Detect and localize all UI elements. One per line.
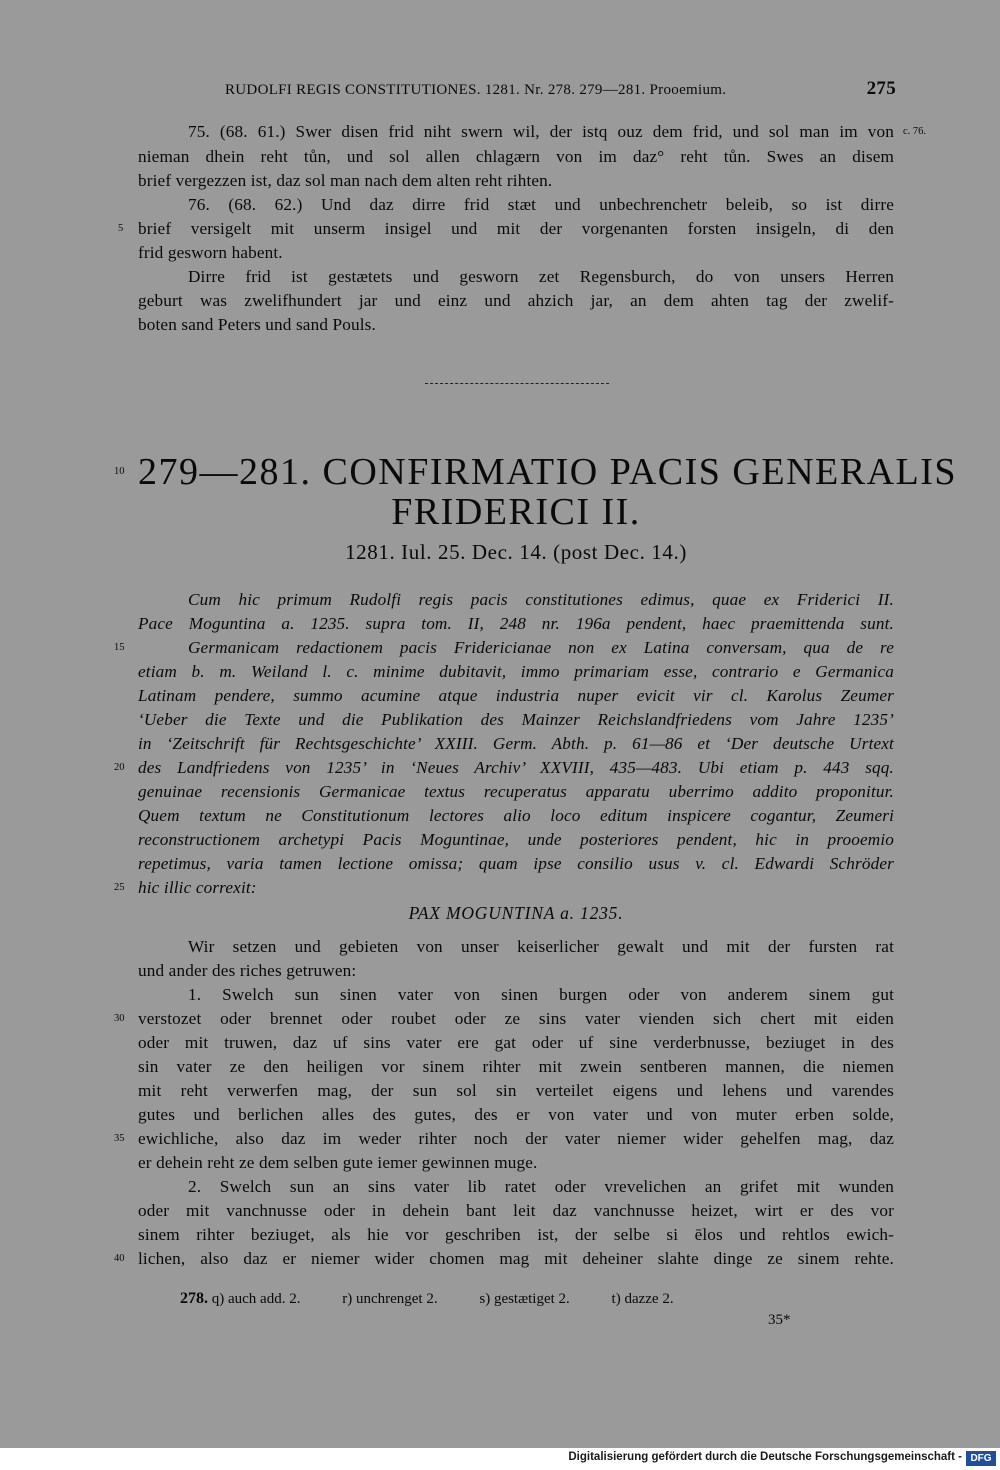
footer-credit: Digitalisierung gefördert durch die Deutsche Forschungsgemeinschaft - xyxy=(568,1451,962,1463)
footnote-q: q) auch add. 2. xyxy=(211,1291,301,1307)
margin-line-number: 30 xyxy=(114,1013,125,1024)
intro-line: reconstructionem archetypi Pacis Moguntinae, unde posteriores pendent, hic in prooemio xyxy=(138,830,894,849)
margin-line-number: 35 xyxy=(114,1133,125,1144)
text-line: 75. (68. 61.) Swer disen frid niht swern wil, der istq ouz dem frid, und sol man im von xyxy=(188,122,894,141)
margin-line-number: 40 xyxy=(114,1253,125,1264)
text-line: nieman dhein reht tůn, und sol allen chlagærn von im daz° reht tůn. Swes an disem xyxy=(138,147,894,166)
section-dates: 1281. Iul. 25. Dec. 14. (post Dec. 14.) xyxy=(345,540,687,564)
text-line: boten sand Peters und sand Pouls. xyxy=(138,315,376,334)
body-line: gutes und berlichen alles des gutes, des er von vater und von muter erben solde, xyxy=(138,1105,894,1124)
body-line: verstozet oder brennet oder roubet oder ze sins vater vienden sich chert mit eiden xyxy=(138,1009,894,1028)
body-line: oder mit vanchnusse oder in dehein bant leit daz vanchnusse heizet, wirt er des vor xyxy=(138,1201,894,1220)
margin-reference: c. 76. xyxy=(903,126,927,137)
intro-line: Cum hic primum Rudolfi regis pacis constitutiones edimus, quae ex Friderici II. xyxy=(188,590,894,609)
body-line: 1. Swelch sun sinen vater von sinen burgen oder von anderem sinem gut xyxy=(188,985,894,1004)
body-line: mit reht verwerfen mag, der sun sol sin verteilet eigens und lehens und varendes xyxy=(138,1081,894,1100)
margin-line-number: 25 xyxy=(114,882,125,893)
dfg-logo[interactable]: DFG xyxy=(966,1451,996,1466)
body-line: lichen, also daz er niemer wider chomen mag mit deheiner slahte dinge ze sinem rehte. xyxy=(138,1249,894,1268)
intro-line: repetimus, varia tamen lectione omissa; quam ipse consilio usus v. cl. Edwardi Schröder xyxy=(138,854,894,873)
intro-line: ‘Ueber die Texte und die Publikation des Mainzer Reichslandfriedens vom Jahre 1235’ xyxy=(138,710,894,729)
text-line: Dirre frid ist gestætets und gesworn zet Regensburch, do von unsers Herren xyxy=(188,267,894,286)
intro-line: etiam b. m. Weiland l. c. minime dubitavit, immo primariam esse, contrario e Germanica xyxy=(138,662,894,681)
footnote-t: t) dazze 2. xyxy=(611,1291,674,1307)
intro-line: Latinam pendere, summo acumine atque industria nuper evicit vir cl. Karolus Zeumer xyxy=(138,686,894,705)
body-line: sinem rihter beziuget, als hie vor geschriben ist, der selbe si ēlos und rehtlos ewich- xyxy=(138,1225,894,1244)
section-heading-line2: FRIDERICI II. xyxy=(391,491,641,533)
margin-line-number: 5 xyxy=(118,223,124,234)
body-line: er dehein reht ze dem selben gute iemer gewinnen muge. xyxy=(138,1153,538,1172)
intro-line: Quem textum ne Constitutionum lectores alio loco editum inspicere cogantur, Zeumeri xyxy=(138,806,894,825)
body-line: sin vater ze den heiligen vor sinem rihter mit zwein sentberen mannen, die niemen xyxy=(138,1057,894,1076)
footer-bar xyxy=(0,1448,1000,1470)
body-line: und ander des riches getruwen: xyxy=(138,961,357,980)
margin-line-number: 10 xyxy=(114,466,125,477)
body-line: Wir setzen und gebieten von unser keiserlicher gewalt und mit der fursten rat xyxy=(188,937,894,956)
text-line: brief versigelt mit unserm insigel und mit der vorgenanten forsten insigeln, di den xyxy=(138,219,894,238)
footnotes xyxy=(180,1290,780,1308)
footnote-s: s) gestætiget 2. xyxy=(479,1291,570,1307)
running-head xyxy=(225,78,896,100)
intro-line: des Landfriedens von 1235’ in ‘Neues Archiv’ XXVIII, 435—483. Ubi etiam p. 443 sqq. xyxy=(138,758,894,777)
running-head-title: RUDOLFI REGIS CONSTITUTIONES. 1281. Nr. 278. 279—281. Prooemium. xyxy=(225,82,727,98)
margin-line-number: 15 xyxy=(114,642,125,653)
section-divider xyxy=(425,383,609,384)
intro-line: Pace Moguntina a. 1235. supra tom. II, 248 nr. 196a pendent, haec praemittenda sunt. xyxy=(138,614,894,633)
subheading: PAX MOGUNTINA a. 1235. xyxy=(408,903,624,923)
page-number: 275 xyxy=(866,78,896,99)
footnote-ref: 278. xyxy=(180,1290,208,1307)
text-line: frid gesworn habent. xyxy=(138,243,283,262)
body-line: 2. Swelch sun an sins vater lib ratet oder vrevelichen an grifet mit wunden xyxy=(188,1177,894,1196)
intro-line: genuinae recensionis Germanicae textus recuperatus apparatu uberrimo addito proponitur. xyxy=(138,782,894,801)
text-line: 76. (68. 62.) Und daz dirre frid stæt und unbechrenchetr beleib, so ist dirre xyxy=(188,195,894,214)
intro-line: in ‘Zeitschrift für Rechtsgeschichte’ XXIII. Germ. Abth. p. 61—86 et ‘Der deutsche Urtext xyxy=(138,734,894,753)
intro-line: hic illic correxit: xyxy=(138,878,257,897)
section-heading: 279—281. CONFIRMATIO PACIS GENERALIS xyxy=(138,451,958,493)
signature-mark: 35* xyxy=(768,1312,791,1328)
margin-line-number: 20 xyxy=(114,762,125,773)
body-line: ewichliche, also daz im weder rihter noch der vater niemer wider gehelfen mag, daz xyxy=(138,1129,894,1148)
footnote-r: r) unchrenget 2. xyxy=(342,1291,438,1307)
body-line: oder mit truwen, daz uf sins vater ere gat oder uf sine verderbnusse, beziuget in des xyxy=(138,1033,894,1052)
text-line: brief vergezzen ist, daz sol man nach dem alten reht rihten. xyxy=(138,171,553,190)
intro-line: Germanicam redactionem pacis Fridericianae non ex Latina conversam, qua de re xyxy=(188,638,894,657)
text-line: geburt was zwelifhundert jar und einz und ahzich jar, an dem ahten tag der zwelif- xyxy=(138,291,894,310)
